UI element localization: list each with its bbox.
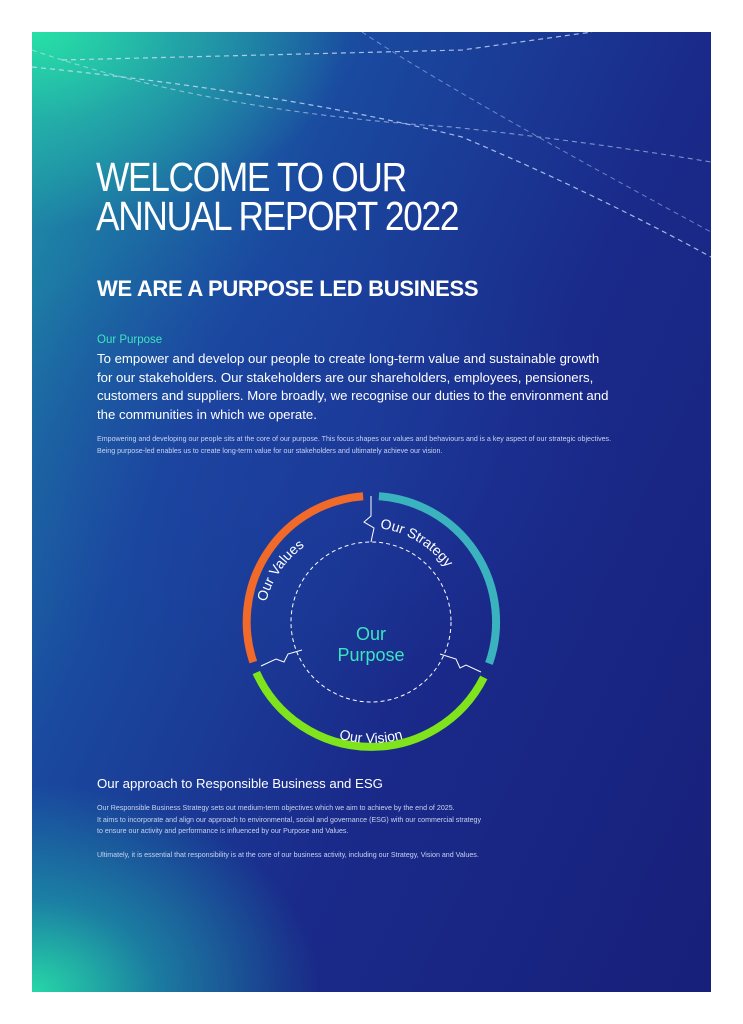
connector-top (364, 496, 374, 542)
connector-left (261, 650, 302, 666)
segment-label-values: Our Values (253, 535, 307, 603)
page-subtitle: WE ARE A PURPOSE LED BUSINESS (97, 276, 479, 301)
segment-label-strategy: Our Strategy (379, 515, 457, 570)
inner-dashed-circle (291, 542, 451, 702)
page-title (96, 154, 459, 239)
purpose-statement: To empower and develop our people to create long-term value and sustainable growth for our stakeholders. Our stakeholders are our shareholders, employees, pensioners, customers and suppliers. More broadly, we recognise our duties to the environment and the communities in which we operate. (97, 351, 609, 422)
purpose-label: Our Purpose (97, 334, 163, 346)
esg-paragraph-2: Ultimately, it is essential that responsibility is at the core of our business activity, including our Strategy, Vision and Values. (97, 851, 479, 859)
segment-label-vision: Our Vision (338, 725, 404, 747)
esg-heading: Our approach to Responsible Business and ESG (97, 776, 383, 791)
esg-paragraph-1: Our Responsible Business Strategy sets out medium-term objectives which we aim to achieve by the end of 2025. It aims to incorporate and align our approach to environmental, social and governance (ESG) with our commercial strategy to ensure our activity and performance is influenced by our Purpose and Values. (97, 804, 482, 835)
connector-right (440, 654, 481, 672)
title-line-2: ANNUAL REPORT 2022 (96, 193, 459, 239)
purpose-body-text: Empowering and developing our people sits at the core of our purpose. This focus shapes our values and behaviours and is a key aspect of our strategic objectives. Being purpose-led enables us to create long-term value for our stakeholders and ultimately achieve our vision. (97, 435, 612, 455)
purpose-diagram (226, 482, 516, 762)
title-line-1: WELCOME TO OUR (96, 154, 406, 200)
center-label-line-2: Purpose (337, 645, 405, 665)
report-page (32, 32, 711, 992)
center-label-line-1: Our (355, 624, 387, 644)
